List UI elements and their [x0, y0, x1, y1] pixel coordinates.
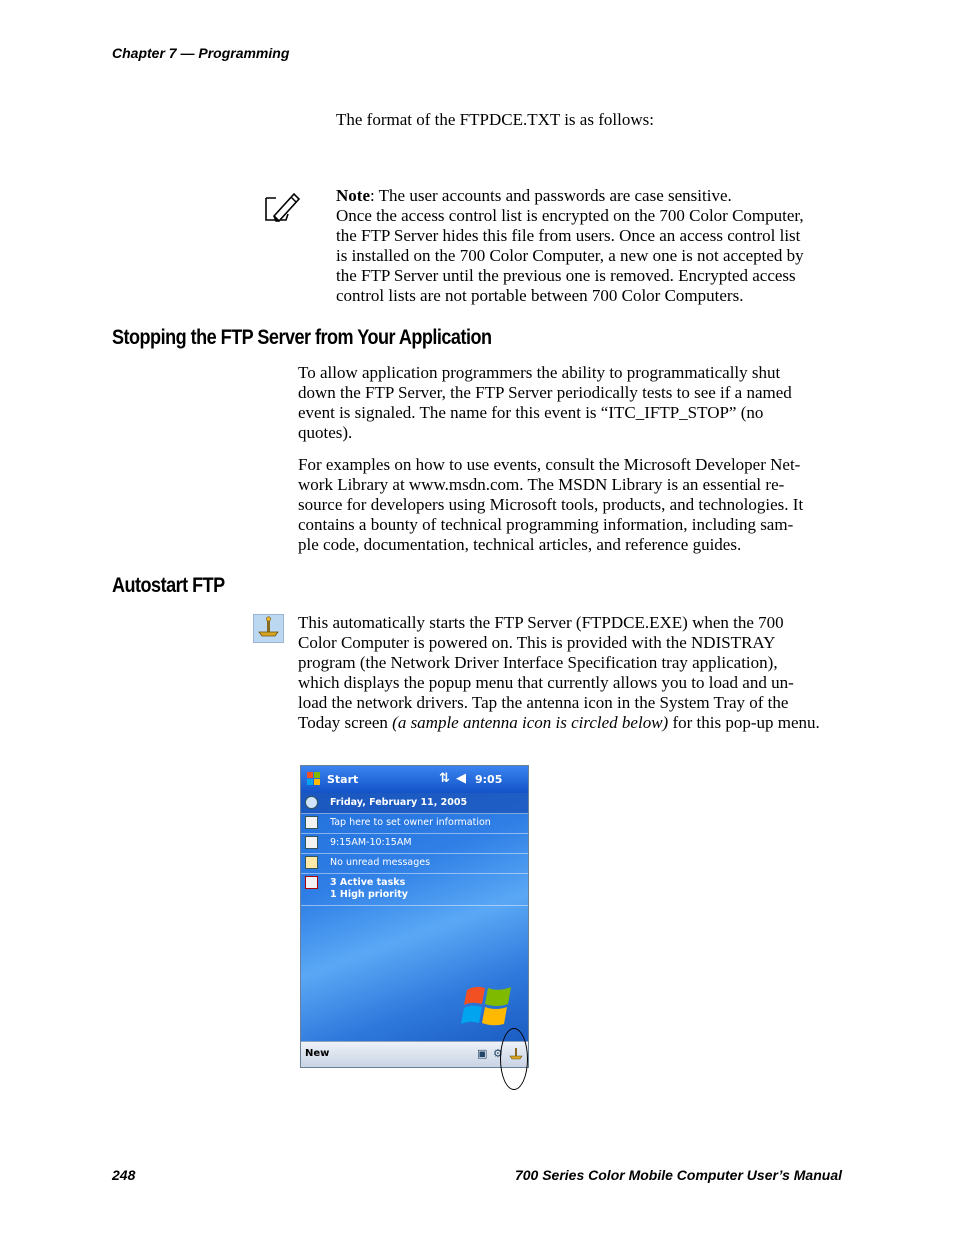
- paragraph-line: program (the Network Driver Interface Specification tray application),: [298, 653, 778, 672]
- section2-paragraph: [298, 613, 858, 733]
- note-pencil-icon: [262, 190, 302, 224]
- owner-card-icon: [305, 816, 318, 829]
- paragraph-line: contains a bounty of technical programming information, including sam-: [298, 515, 794, 534]
- today-row-messages: No unread messages: [301, 853, 528, 874]
- note-line: control lists are not portable between 700 Color Computers.: [336, 286, 744, 305]
- windows-flag-icon: [305, 770, 323, 788]
- paragraph-line: Color Computer is powered on. This is provided with the NDISTRAY: [298, 633, 776, 652]
- note-line: is installed on the 700 Color Computer, a new one is not accepted by: [336, 246, 804, 265]
- running-header: Chapter 7 — Programming: [112, 45, 290, 61]
- paragraph-line: down the FTP Server, the FTP Server periodically tests to see if a named: [298, 383, 792, 402]
- tasks-icon: [305, 876, 318, 889]
- section1-paragraph1: [298, 363, 858, 443]
- section-heading-autostart-ftp: Autostart FTP: [112, 574, 225, 597]
- paragraph-line: For examples on how to use events, consult the Microsoft Developer Net-: [298, 455, 801, 474]
- note-line: Once the access control list is encrypted on the 700 Color Computer,: [336, 206, 804, 225]
- paragraph-line: event is signaled. The name for this event is “ITC_IFTP_STOP” (no: [298, 403, 764, 422]
- intro-text: The format of the FTPDCE.TXT is as follows:: [336, 110, 654, 129]
- note-label: Note: [336, 186, 370, 205]
- clock-icon: [305, 796, 318, 809]
- manual-title: 700 Series Color Mobile Computer User’s Manual: [514, 1167, 842, 1183]
- ppc-command-bar: [301, 1041, 528, 1067]
- calendar-icon: [305, 836, 318, 849]
- paragraph-line: To allow application programmers the ability to programmatically shut: [298, 363, 781, 382]
- windows-logo-icon: [461, 982, 515, 1030]
- ppc-title-bar: [301, 766, 528, 793]
- paragraph-line: This automatically starts the FTP Server (FTPDCE.EXE) when the 700: [298, 613, 784, 632]
- paragraph-line: work Library at www.msdn.com. The MSDN Library is an essential re-: [298, 475, 785, 494]
- paragraph-line: source for developers using Microsoft tools, products, and technologies. It: [298, 495, 804, 514]
- section-heading-stopping-ftp: Stopping the FTP Server from Your Application: [112, 326, 492, 349]
- today-row-owner: Tap here to set owner information: [301, 813, 528, 834]
- paragraph-line: which displays the popup menu that currently allows you to load and un-: [298, 673, 794, 692]
- note-line: the FTP Server until the previous one is removed. Encrypted access: [336, 266, 796, 285]
- today-row-date: Friday, February 11, 2005: [301, 793, 528, 814]
- note-line: the FTP Server hides this file from users. Once an access control list: [336, 226, 801, 245]
- section1-paragraph2: [298, 455, 858, 555]
- paragraph-line: load the network drivers. Tap the antenna icon in the System Tray of the: [298, 693, 789, 712]
- start-label: Start: [327, 773, 359, 786]
- network-icon: ▣: [477, 1047, 488, 1060]
- connectivity-icon: ⇅: [439, 771, 450, 786]
- paragraph-line: ple code, documentation, technical articles, and reference guides.: [298, 535, 742, 554]
- page-number: 248: [112, 1167, 136, 1183]
- paragraph-line-last: Today screen (a sample antenna icon is circled below) for this pop-up menu.: [298, 713, 820, 732]
- today-row-tasks: 3 Active tasks 1 High priority: [301, 873, 528, 906]
- new-label: New: [305, 1048, 330, 1059]
- speaker-icon: ◀: [456, 771, 466, 786]
- today-row-calendar: 9:15AM-10:15AM: [301, 833, 528, 854]
- note-block: [336, 186, 856, 306]
- envelope-icon: [305, 856, 318, 869]
- paragraph-line: quotes).: [298, 423, 353, 442]
- note-first-line: Note: The user accounts and passwords are case sensitive.: [336, 186, 732, 205]
- italic-note: (a sample antenna icon is circled below): [392, 713, 669, 732]
- usb-icon: ⚙: [493, 1047, 503, 1060]
- antenna-icon: [253, 614, 284, 643]
- antenna-highlight-circle: [500, 1028, 528, 1090]
- clock-time: 9:05: [475, 773, 503, 786]
- today-screen-screenshot: [300, 765, 529, 1068]
